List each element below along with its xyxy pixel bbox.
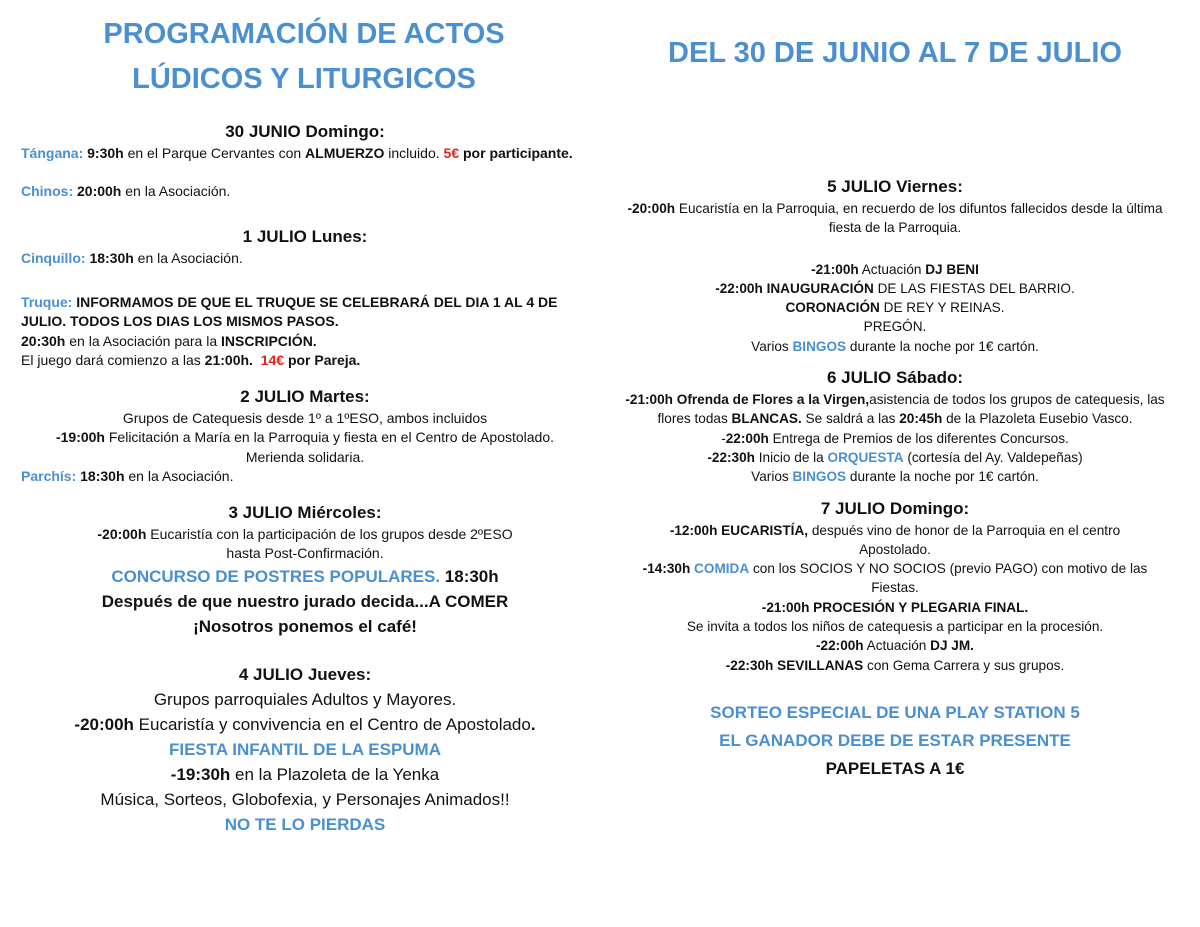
event-text: El juego dará comienzo a las xyxy=(21,352,205,368)
event-eucaristia xyxy=(45,525,565,545)
event-text: en la Asociación. xyxy=(121,182,231,199)
event-dj xyxy=(620,636,1170,655)
event-chinos xyxy=(21,182,589,202)
price: 14€ xyxy=(260,352,285,368)
event-text: Felicitación a María en la Parroquia y fiesta en el Centro de Apostolado. xyxy=(104,429,555,445)
event-text: de la Plazoleta Eusebio Vasco. xyxy=(942,411,1133,427)
event-truque xyxy=(21,293,589,371)
event-time: -19:30h xyxy=(170,764,231,784)
sorteo-block xyxy=(620,699,1170,783)
bingos-label: BINGOS xyxy=(792,469,847,485)
event-line: Se invita a todos los niños de catequesis a participar en la procesión. xyxy=(686,619,1104,635)
sorteo-line-2: EL GANADOR DEBE DE ESTAR PRESENTE xyxy=(719,730,1071,750)
truque-notice: INFORMAMOS DE QUE EL TRUQUE SE CELEBRARÁ DEL DIA 1 AL 4 DE JULIO. TODOS LOS DIAS LOS MISMOS PASOS. xyxy=(21,293,558,329)
event-time: 20:45h xyxy=(899,411,943,427)
event-text: en la Asociación. xyxy=(133,250,243,266)
event-text: incluido. xyxy=(384,145,444,161)
almuerzo-label: ALMUERZO xyxy=(305,145,385,161)
event-text: Varios xyxy=(751,469,793,485)
event-time: -14:30h xyxy=(642,561,691,577)
day-7-julio xyxy=(620,497,1170,675)
event-eucaristia xyxy=(620,199,1170,238)
event-eucaristia xyxy=(21,712,589,737)
blancas-label: BLANCAS. xyxy=(731,411,802,427)
comida-label: COMIDA xyxy=(690,561,750,577)
event-bingos xyxy=(620,467,1170,486)
event-text: Inicio de la xyxy=(754,449,828,465)
bingos-label: BINGOS xyxy=(792,338,847,354)
event-text: Eucaristía en la Parroquia, en recuerdo de los difuntos fallecidos desde la última fiesta de la Parroquia. xyxy=(675,201,1163,236)
day-2-julio xyxy=(21,385,589,487)
event-time: 20:00h xyxy=(77,182,122,199)
event-name: Cinquillo: xyxy=(21,250,86,266)
event-text: con Gema Carrera y sus grupos. xyxy=(863,657,1065,673)
day-heading: 7 JULIO Domingo: xyxy=(820,498,970,518)
event-pregon: PREGÓN. xyxy=(863,319,927,335)
event-name: Parchís: xyxy=(21,468,77,484)
event-name: Tángana: xyxy=(21,145,84,161)
date-range-title: DEL 30 DE JUNIO AL 7 DE JULIO xyxy=(668,37,1122,69)
event-line: Merienda solidaria. xyxy=(245,448,365,465)
event-text: Se saldrá a las xyxy=(801,411,900,427)
event-text: DE LAS FIESTAS DEL BARRIO. xyxy=(873,280,1075,296)
call-to-action: NO TE LO PIERDAS xyxy=(224,814,386,834)
event-time: -20:00h xyxy=(74,714,134,734)
event-ofrenda xyxy=(620,390,1170,429)
event-felicitacion xyxy=(21,428,589,448)
event-time: -22:30h SEVILLANAS xyxy=(725,657,864,673)
day-heading: 1 JULIO Lunes: xyxy=(242,227,368,246)
day-6-julio xyxy=(620,366,1170,486)
event-text: en la Asociación para la xyxy=(65,332,222,349)
event-text: Entrega de Premios de los diferentes Concursos. xyxy=(768,430,1069,446)
event-time: -20:00h xyxy=(627,201,676,216)
event-eucaristia xyxy=(660,521,1130,560)
price-unit: por participante. xyxy=(459,145,573,161)
event-procesion: -21:00h PROCESIÓN Y PLEGARIA FINAL. xyxy=(761,599,1029,615)
main-title-line-2: LÚDICOS Y LITURGICOS xyxy=(132,63,476,95)
price: 5€ xyxy=(443,145,460,161)
day-heading: 6 JULIO Sábado: xyxy=(826,368,964,388)
event-sevillanas xyxy=(620,656,1170,675)
event-text: en la Asociación. xyxy=(124,468,234,484)
event-cinquillo xyxy=(21,249,589,269)
event-text: Eucaristía con la participación de los grupos desde 2ºESO xyxy=(146,525,513,542)
event-text: Eucaristía y convivencia en el Centro de Apostolado xyxy=(133,714,531,734)
event-text: Varios xyxy=(751,338,793,354)
dash: - xyxy=(721,430,726,446)
event-text: Actuación xyxy=(863,638,931,654)
event-line: hasta Post-Confirmación. xyxy=(226,545,384,561)
main-title-line-1: PROGRAMACIÓN DE ACTOS xyxy=(103,18,505,50)
event-time: 22:00h xyxy=(725,430,769,446)
event-line: Música, Sorteos, Globofexia, y Personajes Animados!! xyxy=(100,789,510,809)
event-text: asistencia de todos los grupos de catequesis, las flores todas xyxy=(657,392,1165,427)
day-heading: 30 JUNIO Domingo: xyxy=(225,122,385,141)
main-title xyxy=(40,12,568,102)
left-column xyxy=(21,120,589,837)
day-1-julio xyxy=(21,225,589,371)
event-time: -21:00h xyxy=(811,261,859,277)
inauguracion-label: INAUGURACIÓN xyxy=(762,280,874,296)
event-time: 18:30h xyxy=(80,468,125,484)
event-premios xyxy=(620,429,1170,448)
event-time: 18:30h xyxy=(89,250,134,266)
event-inauguracion xyxy=(620,279,1170,298)
event-bingos xyxy=(620,337,1170,356)
dj-name: DJ JM. xyxy=(930,638,974,654)
event-line: ¡Nosotros ponemos el café! xyxy=(193,616,417,636)
event-text: en la Plazoleta de la Yenka xyxy=(230,764,440,784)
event-time: 20:30h xyxy=(21,332,66,349)
event-text: con los SOCIOS Y NO SOCIOS (previo PAGO) con motivo de las Fiestas. xyxy=(749,561,1148,596)
sorteo-line-1: SORTEO ESPECIAL DE UNA PLAY STATION 5 xyxy=(710,702,1080,722)
event-concurso xyxy=(21,564,589,589)
day-heading: 3 JULIO Miércoles: xyxy=(228,502,382,522)
event-text: en el Parque Cervantes con xyxy=(123,145,306,161)
event-time: -22:00h xyxy=(715,280,763,296)
event-text: durante la noche por 1€ cartón. xyxy=(846,469,1039,485)
event-dj xyxy=(620,260,1170,279)
event-time: 18:30h xyxy=(440,566,499,586)
coronacion-label: CORONACIÓN xyxy=(785,300,880,316)
sorteo-line-3: PAPELETAS A 1€ xyxy=(825,758,965,778)
event-fiesta xyxy=(21,762,589,787)
event-name: Chinos: xyxy=(21,182,74,199)
event-text: (cortesía del Ay. Valdepeñas) xyxy=(903,449,1083,465)
event-comida xyxy=(620,559,1170,598)
day-30-junio xyxy=(21,120,589,201)
event-line: Grupos de Catequesis desde 1º a 1ºESO, ambos incluidos xyxy=(122,409,488,426)
right-column xyxy=(620,175,1170,783)
event-text: después vino de honor de la Parroquia en el centro Apostolado. xyxy=(808,522,1121,557)
day-heading: 2 JULIO Martes: xyxy=(240,386,370,406)
day-5-julio xyxy=(620,175,1170,356)
event-text: Actuación xyxy=(858,261,926,277)
event-tangana xyxy=(21,144,589,164)
event-time: -20:00h xyxy=(97,525,147,542)
event-time: -19:00h xyxy=(55,429,105,445)
event-time: 9:30h xyxy=(87,145,124,161)
event-time: 21:00h. xyxy=(204,352,253,368)
event-orquesta xyxy=(620,448,1170,467)
event-parchis xyxy=(21,467,589,487)
event-text: DE REY Y REINAS. xyxy=(879,300,1005,316)
inscripcion-label: INSCRIPCIÓN. xyxy=(221,332,317,349)
period: . xyxy=(530,714,536,734)
price-unit: por Pareja. xyxy=(284,352,361,368)
orquesta-label: ORQUESTA xyxy=(827,449,904,465)
day-4-julio xyxy=(21,663,589,837)
day-heading: 5 JULIO Viernes: xyxy=(827,177,963,196)
event-time: -22:00h xyxy=(816,638,864,654)
event-coronacion xyxy=(620,298,1170,317)
fiesta-label: FIESTA INFANTIL DE LA ESPUMA xyxy=(168,739,441,759)
event-line: Después de que nuestro jurado decida...A COMER xyxy=(101,591,509,611)
event-text: durante la noche por 1€ cartón. xyxy=(846,338,1039,354)
dj-name: DJ BENI xyxy=(925,261,979,277)
event-line: Grupos parroquiales Adultos y Mayores. xyxy=(153,689,457,709)
event-name: Truque: xyxy=(21,293,73,310)
day-heading: 4 JULIO Jueves: xyxy=(238,664,372,684)
day-3-julio xyxy=(21,501,589,639)
event-time: -21:00h Ofrenda de Flores a la Virgen, xyxy=(625,392,870,408)
event-time: -22:30h xyxy=(707,449,755,465)
concurso-label: CONCURSO DE POSTRES POPULARES. xyxy=(111,566,441,586)
event-time: -12:00h EUCARISTÍA, xyxy=(669,522,809,538)
